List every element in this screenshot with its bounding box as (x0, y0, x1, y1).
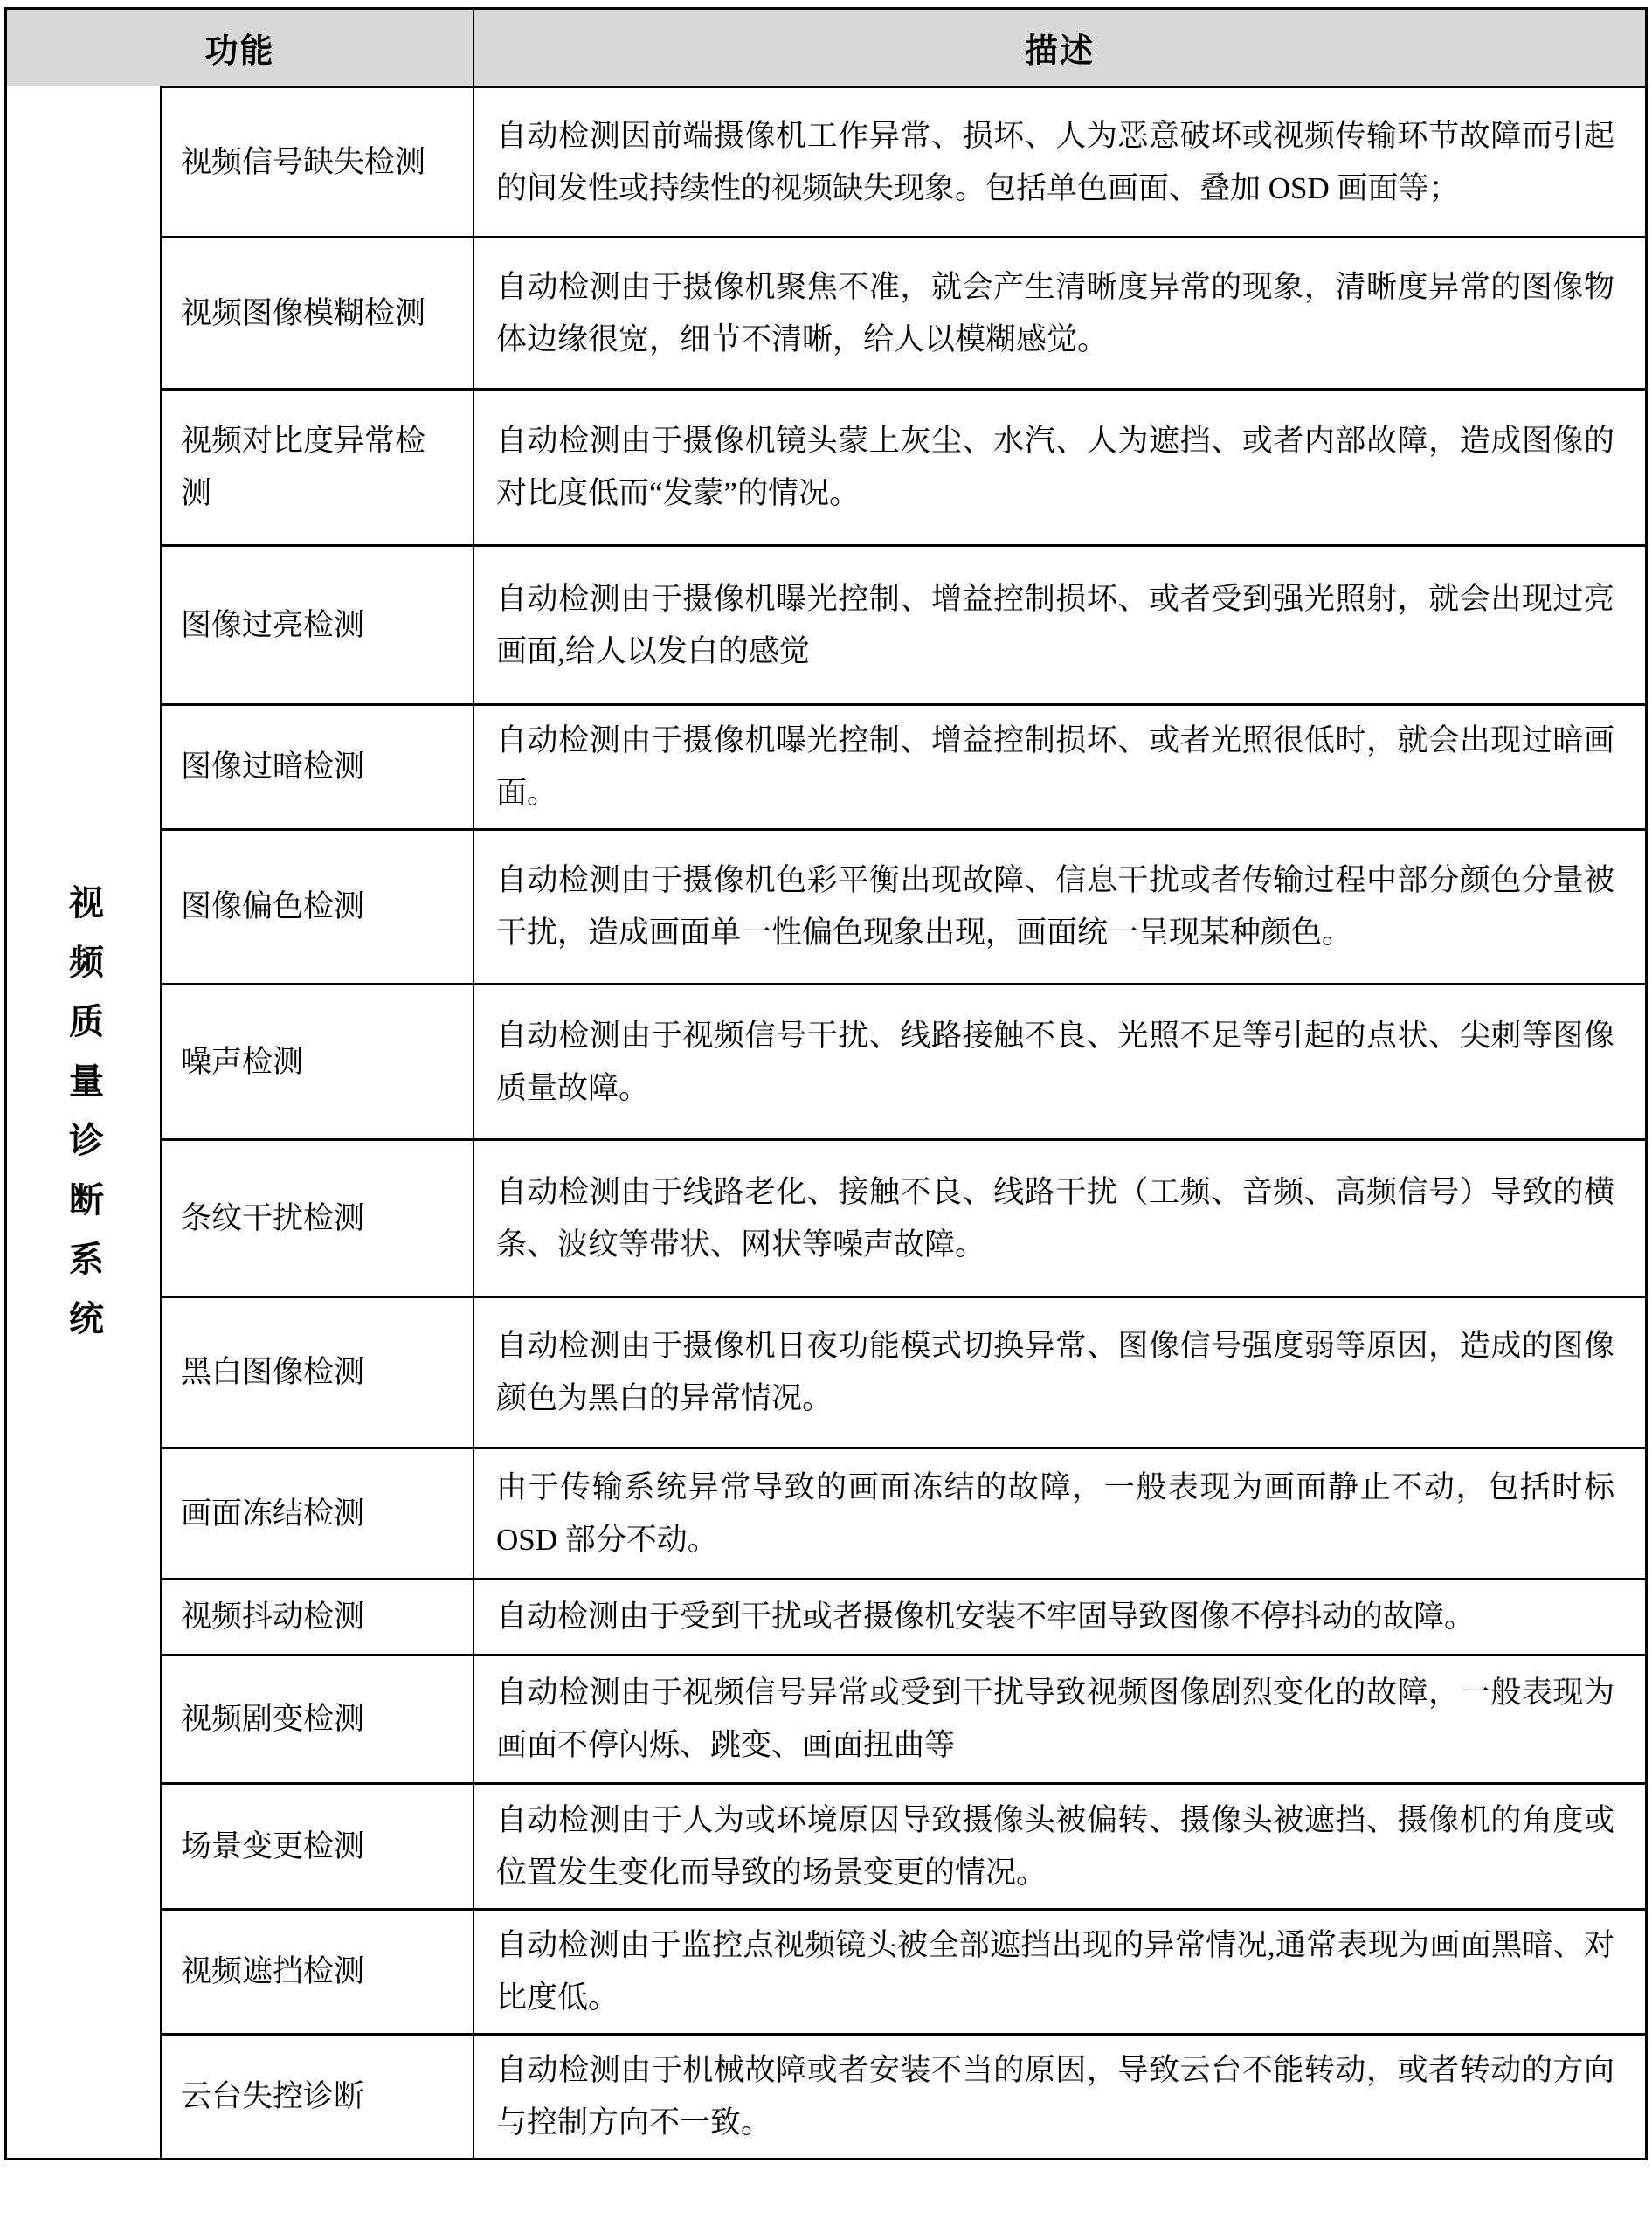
function-name: 视频遮挡检测 (181, 1954, 365, 1988)
description-cell (473, 1138, 1645, 1296)
function-name: 图像偏色检测 (181, 889, 365, 923)
function-cell (160, 86, 473, 236)
description-cell (473, 544, 1645, 703)
description-cell (473, 236, 1645, 388)
function-cell (160, 388, 473, 544)
group-cell-video-quality-diagnosis (7, 86, 160, 2158)
description-cell (473, 1908, 1645, 2033)
description-text: 自动检测由于受到干扰或者摄像机安装不牢固导致图像不停抖动的故障。 (496, 1600, 1476, 1634)
description-text: 自动检测由于摄像机曝光控制、增益控制损坏、或者光照很低时，就会出现过暗画面。 (496, 723, 1614, 810)
description-text: 自动检测由于摄像机日夜功能模式切换异常、图像信号强度弱等原因，造成的图像颜色为黑白的异常情况。 (496, 1329, 1614, 1415)
group-label-vertical: 视频质量诊断系统 (64, 884, 104, 1359)
function-name: 视频剧变检测 (181, 1702, 365, 1736)
description-cell (473, 1296, 1645, 1447)
header-description-label: 描述 (1024, 33, 1095, 70)
description-text: 自动检测因前端摄像机工作异常、损坏、人为恶意破坏或视频传输环节故障而引起的间发性或持续性的视频缺失现象。包括单色画面、叠加 OSD 画面等； (496, 118, 1614, 205)
description-text: 自动检测由于摄像机色彩平衡出现故障、信息干扰或者传输过程中部分颜色分量被干扰，造成画面单一性偏色现象出现，画面统一呈现某种颜色。 (496, 863, 1614, 950)
function-cell (160, 1578, 473, 1654)
function-description-table (4, 7, 1648, 2160)
description-cell (473, 388, 1645, 544)
header-function-label: 功能 (204, 33, 275, 70)
function-cell (160, 236, 473, 388)
description-text: 自动检测由于摄像机曝光控制、增益控制损坏、或者受到强光照射，就会出现过亮画面,给人以发白的感觉 (496, 581, 1614, 668)
function-name: 条纹干扰检测 (181, 1200, 365, 1235)
function-name: 黑白图像检测 (181, 1355, 365, 1389)
function-name: 图像过暗检测 (181, 750, 365, 784)
description-text: 自动检测由于视频信号异常或受到干扰导致视频图像剧烈变化的故障，一般表现为画面不停闪烁、跳变、画面扭曲等 (496, 1676, 1614, 1762)
header-cell-description (473, 10, 1645, 86)
function-cell (160, 2033, 473, 2158)
description-text: 自动检测由于线路老化、接触不良、线路干扰（工频、音频、高频信号）导致的横条、波纹等带状、网状等噪声故障。 (496, 1174, 1614, 1262)
function-cell (160, 1654, 473, 1782)
function-name: 云台失控诊断 (181, 2079, 365, 2113)
function-name: 视频抖动检测 (181, 1600, 365, 1634)
function-cell (160, 544, 473, 703)
description-cell (473, 1782, 1645, 1908)
description-cell (473, 983, 1645, 1138)
function-name: 视频对比度异常检测 (181, 424, 426, 510)
description-text: 自动检测由于摄像机镜头蒙上灰尘、水汽、人为遮挡、或者内部故障，造成图像的对比度低而“发蒙”的情况。 (496, 424, 1614, 510)
description-cell (473, 2033, 1645, 2158)
function-cell (160, 1782, 473, 1908)
function-name: 视频图像模糊检测 (181, 295, 426, 330)
function-name: 场景变更检测 (181, 1828, 365, 1863)
description-text: 由于传输系统异常导致的画面冻结的故障，一般表现为画面静止不动，包括时标 OSD 部分不动。 (496, 1469, 1614, 1557)
description-text: 自动检测由于机械故障或者安装不当的原因，导致云台不能转动，或者转动的方向与控制方向不一致。 (496, 2053, 1614, 2140)
description-cell (473, 86, 1645, 236)
function-name: 视频信号缺失检测 (181, 144, 426, 179)
function-cell (160, 828, 473, 983)
header-cell-function (7, 10, 473, 86)
function-cell (160, 983, 473, 1138)
function-name: 画面冻结检测 (181, 1496, 365, 1531)
description-cell (473, 828, 1645, 983)
description-text: 自动检测由于视频信号干扰、线路接触不良、光照不足等引起的点状、尖刺等图像质量故障。 (496, 1018, 1614, 1105)
description-text: 自动检测由于人为或环境原因导致摄像头被偏转、摄像头被遮挡、摄像机的角度或位置发生变化而导致的场景变更的情况。 (496, 1802, 1614, 1890)
function-cell (160, 1447, 473, 1578)
function-name: 图像过亮检测 (181, 607, 365, 642)
function-cell (160, 703, 473, 828)
description-cell (473, 1578, 1645, 1654)
function-cell (160, 1296, 473, 1447)
description-cell (473, 703, 1645, 828)
function-cell (160, 1908, 473, 2033)
description-cell (473, 1447, 1645, 1578)
function-cell (160, 1138, 473, 1296)
description-text: 自动检测由于监控点视频镜头被全部遮挡出现的异常情况,通常表现为画面黑暗、对比度低。 (496, 1928, 1614, 2015)
description-cell (473, 1654, 1645, 1782)
description-text: 自动检测由于摄像机聚焦不准，就会产生清晰度异常的现象，清晰度异常的图像物体边缘很宽，细节不清晰，给人以模糊感觉。 (496, 269, 1614, 356)
function-name: 噪声检测 (181, 1044, 304, 1079)
